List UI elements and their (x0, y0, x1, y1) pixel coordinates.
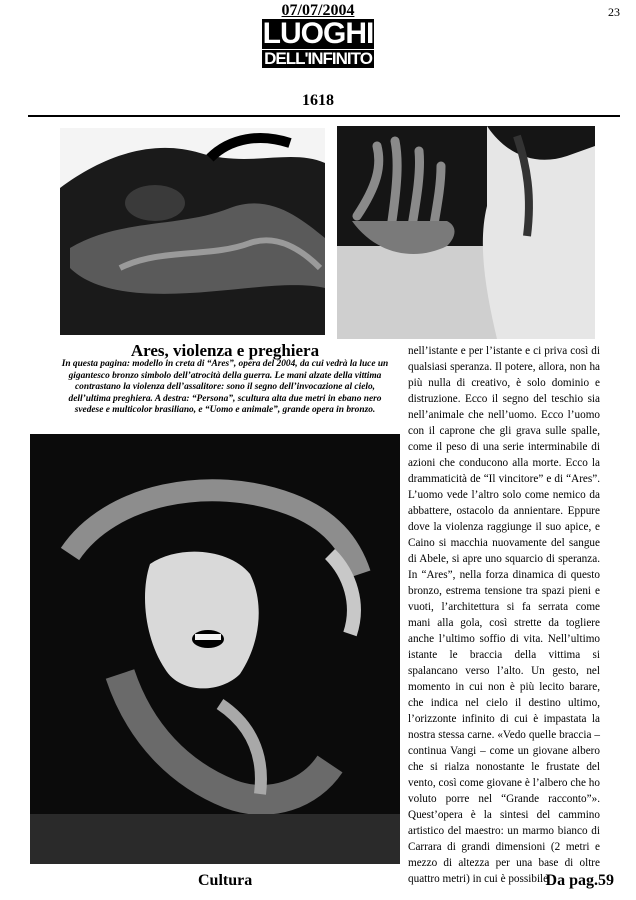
header-date: 07/07/2004 (281, 2, 355, 19)
caption-text: In questa pagina: modello in creta di “Ares”, opera del 2004, da cui vedrà la luce un gigantesco bronzo simbolo dell’atrocità della guerra. Le mani alzate della vittima contrastano la violenza dell’assalitore: sono il segno dell’invocazione al cielo, dell’ultima preghiera. A destra: “Persona”, scultura alta due metri in ebano nero svedese e multicolor brasiliano, e “Uomo e animale”, grande opera in bronzo. (61, 359, 389, 415)
caption-title: Ares, violenza e preghiera (130, 341, 320, 360)
footer-page-reference: Da pag.59 (545, 872, 614, 889)
header-divider (28, 115, 620, 117)
photo-raised-hand-sculpture (337, 126, 595, 339)
masthead-subtitle: DELL'INFINITO (262, 50, 374, 68)
photo-persona-sculpture (30, 434, 400, 864)
photo-ares-clay-model (60, 128, 325, 335)
footer-section: Cultura (198, 872, 253, 889)
masthead-title: LUOGHI (262, 17, 374, 50)
article-text: nell’istante e per l’istante e ci priva così di qualsiasi speranza. Il potere, allora, non ha più nulla di creativo, è solo dominio e distruzione. Ecco il segno del teschio sia nell’animale che nell’uomo. Ecco l’uomo con il caprone che gli grava sulle spalle, come il peso di una serie interminabile di azioni che conducono alla morte. Ecco la drammaticità de “Il vincitore” e di “Ares”. L’uomo vede l’altro solo come nemico da abbattere, ostacolo da annientare. Eppure dove la violenza raggiunge il suo apice, e Caino si macchia nuovamente del sangue di Abele, si apre uno squarcio di speranza. In “Ares”, nella forza dinamica di questo bronzo, estrema tensione tra spazi pieni e vuoti, l’architettura si fa serrata come mani alla gola, così strette da togliere anche l’ultimo soffio di vita. Nell’ultimo istante le braccia della vittima si spalancano verso l’alto. Un gesto, nel momento in cui non è più lecito barare, che indica nel cielo il destino ultimo, l’orizzonte infinito di cui è impastata la nostra stessa carne. «Vedo quelle braccia – continua Vangi – come un giovane albero che si rialza nonostante le frustate del vento, così come giovane è l’albero che ho voluto porre nel “Grande racconto”». Quest’opera è la sintesi del cammino artistico del maestro: un marmo bianco di Carrara di grandi dimensioni (2 metri e mezzo di altezza per una base di oltre quattro metri) in cui è possibile (408, 345, 600, 885)
page-number: 23 (608, 5, 620, 19)
article-column (408, 343, 600, 887)
issue-number: 1618 (302, 92, 334, 109)
